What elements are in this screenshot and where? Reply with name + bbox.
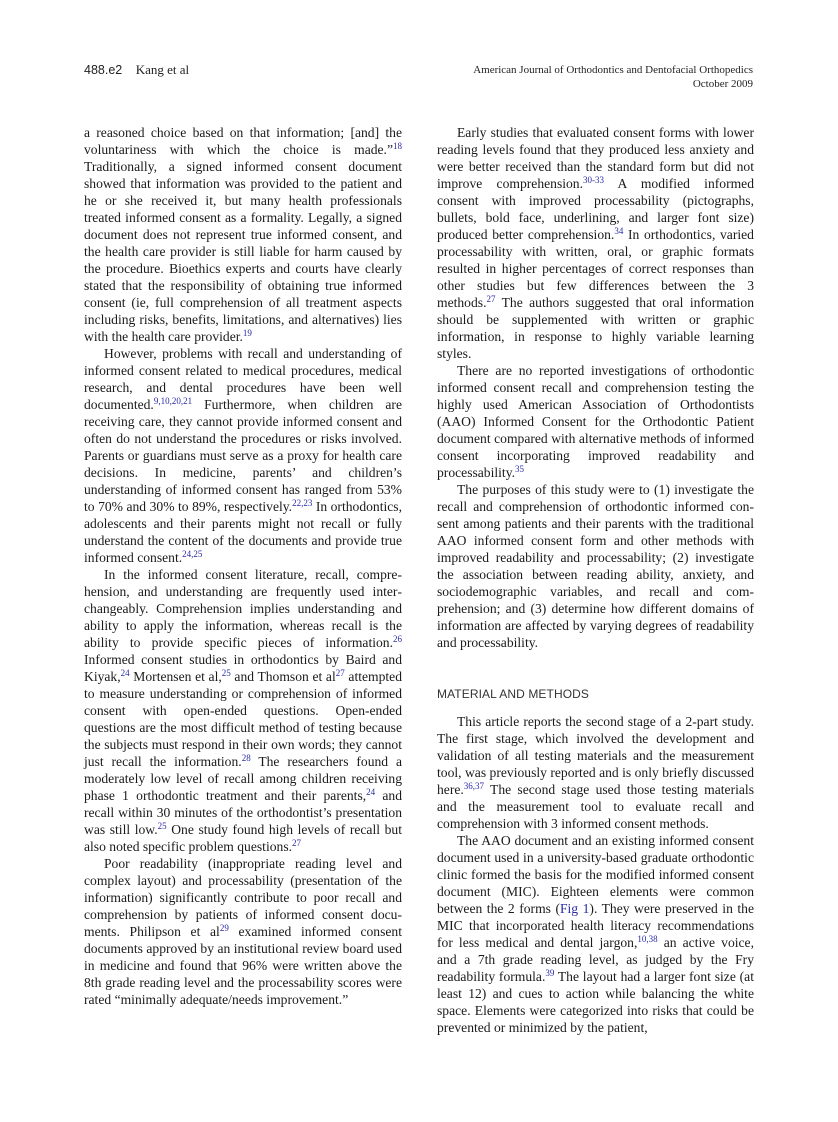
reference-link[interactable]: 35 (515, 464, 525, 474)
reference-link[interactable]: 25 (221, 668, 231, 678)
text-run: There are no reported investigations of orthodontic informed consent recall and comprehension testing the highly used American Association of Orthodontists (AAO) Informed Consent for the Orthodontic Patient document compared with alternative methods of informed consent incorporating improved readability and processability. (437, 363, 754, 480)
text-run: The purposes of this study were to (1) investigate the recall and comprehension of orthodontic informed consent among patients and their parents with the traditional AAO informed consent form and other methods with improved readability and processability; (2) investigate the association between reading ability, anxiety, and sociodemographic variables, and recall and comprehension; and (3) determine how different domains of information are affected by varying degrees of readability and processability. (437, 482, 754, 650)
paragraph (84, 345, 402, 566)
text-run: In orthodontics, adolescents and their parents might not recall or fully understand the content of the documents and provide true informed consent. (84, 499, 402, 565)
paragraph (84, 855, 402, 1008)
reference-link[interactable]: 36,37 (463, 781, 485, 791)
text-run: Poor readability (inappropriate reading level and complex layout) and processability (presentation of the information) significantly contribute to poor recall and comprehension by patients of informed consent documents. Philipson et al (84, 856, 402, 939)
reference-link[interactable]: 34 (614, 226, 624, 236)
paragraph (437, 481, 754, 651)
running-header-left (84, 62, 189, 78)
reference-link[interactable]: 39 (545, 968, 555, 978)
text-run: The layout had a larger font size (at least 12) and cues to action while balancing the white space. Elements were categorized into risks that could be prevented or minimized by the patient, (437, 969, 754, 1035)
paragraph (437, 832, 754, 1036)
reference-link[interactable]: 24 (120, 668, 130, 678)
text-run: Early studies that evaluated consent forms with lower reading levels found that they produced less anxiety and were better received than the standard form but did not improve comprehension. (437, 125, 754, 191)
page-number: 488.e2 (84, 63, 123, 77)
reference-link[interactable]: 27 (486, 294, 496, 304)
reference-link[interactable]: 27 (335, 668, 345, 678)
journal-title: American Journal of Orthodontics and Dentofacial Orthopedics (473, 64, 753, 76)
running-authors: Kang et al (135, 62, 190, 77)
reference-link[interactable]: 18 (393, 141, 402, 151)
text-run: Mortensen et al, (129, 669, 222, 684)
reference-link[interactable]: 29 (219, 923, 229, 933)
running-header-right (473, 63, 753, 91)
left-column (84, 124, 402, 1008)
text-run: The authors suggested that oral information should be supplemented with written or graphic information, in response to highly variable learning styles. (437, 295, 754, 361)
text-run: The AAO document and an existing informed consent document used in a university-based graduate orthodontic clinic formed the basis for the modified informed consent document (MIC). Eighteen elements were common between the 2 forms ( (437, 833, 754, 916)
reference-link[interactable]: 24 (366, 787, 376, 797)
text-run: and Thomson et al (230, 669, 336, 684)
text-run: an active voice, and a 7th grade reading level, as judged by the Fry readability formula. (437, 935, 754, 984)
reference-link[interactable]: 28 (241, 753, 251, 763)
right-column (437, 124, 754, 1036)
reference-link[interactable]: 22,23 (292, 498, 313, 508)
reference-link[interactable]: 25 (157, 821, 167, 831)
text-run: examined informed consent documents approved by an institutional review board used in medicine and found that 96% were written above the 8th grade reading level and the processability scores were rated “minimally adequate/needs improvement.” (84, 924, 402, 1007)
text-run: The researchers found a moderately low level of recall among children receiving phase 1 orthodontic treatment and their parents, (84, 754, 403, 803)
figure-link[interactable]: Fig 1 (559, 901, 590, 916)
reference-link[interactable]: 10,38 (637, 934, 658, 944)
text-run: and recall within 30 minutes of the orthodontist’s presentation was still low. (84, 788, 402, 837)
reference-link[interactable]: 9,10,20,21 (153, 396, 193, 406)
paragraph (84, 124, 402, 345)
reference-link[interactable]: 26 (393, 634, 402, 644)
text-run: However, problems with recall and understanding of informed consent related to medical procedures, medical research, and dental procedures have been well documented. (84, 346, 402, 412)
text-run: a reasoned choice based on that information; [and] the voluntariness with which the choice is made.” (84, 125, 402, 157)
text-run: The second stage used those testing materials and the measurement tool to evaluate recall and comprehension with 3 informed consent methods. (437, 782, 754, 831)
text-run: One study found high levels of recall but also noted specific problem questions. (84, 822, 402, 854)
text-run: attempted to measure understanding or comprehension of informed consent with open-ended questions. Open-ended questions are the most difficult method of testing because the subjects must respond in their own words; they cannot just recall the information. (84, 669, 403, 769)
reference-link[interactable]: 27 (292, 838, 302, 848)
issue-date: October 2009 (692, 78, 753, 90)
paragraph (437, 362, 754, 481)
text-run: In orthodontics, varied processability with written, oral, or graphic formats resulted in higher percentages of correct responses than other studies but few differences between the 3 methods. (437, 227, 754, 310)
text-run: A modified informed consent with improved processability (pictographs, bullets, bold face, underlining, and larger font size) produced better comprehension. (437, 176, 754, 242)
text-run: This article reports the second stage of a 2-part study. The first stage, which involved the development and validation of all testing materials and the measurement tool, was previously reported and is only briefly discussed here. (437, 714, 754, 797)
reference-link[interactable]: 24,25 (182, 549, 203, 559)
text-run: In the informed consent literature, recall, comprehension, and understanding are frequently used interchangeably. Comprehension implies understanding and ability to apply the information, whereas recall is the ability to provide specific pieces of information. (84, 567, 402, 650)
paragraph (437, 713, 754, 832)
reference-link[interactable]: 30-33 (583, 175, 605, 185)
text-run: Informed consent studies in orthodontics by Baird and Kiyak, (84, 652, 402, 684)
paragraph (84, 566, 402, 855)
reference-link[interactable]: 19 (242, 328, 252, 338)
text-run: Furthermore, when children are receiving care, they cannot provide informed consent and often do not understand the procedures or risks involved. Parents or guardians must serve as a proxy for health care decisions. In medicine, parents’ and children’s understanding of informed consent has ranged from 53% to 70% and 30% to 89%, respectively. (84, 397, 402, 514)
text-run: ). They were preserved in the MIC that incorporated health literacy recommendations for less medical and dental jargon, (437, 901, 754, 950)
section-heading: MATERIAL AND METHODS (437, 687, 590, 701)
paragraph (437, 124, 754, 362)
text-run: Traditionally, a signed informed consent document showed that information was provided to the patient and he or she received it, but many health professionals treated informed consent as a formality. Legally, a signed document does not represent true informed consent, and the health care provider is still liable for harm caused by the procedure. Bioethics experts and courts have clearly stated that the responsibility of obtaining true informed consent (ie, full comprehension of all treatment aspects including risks, benefits, limitations, and alternatives) lies with the health care provider. (84, 159, 402, 344)
